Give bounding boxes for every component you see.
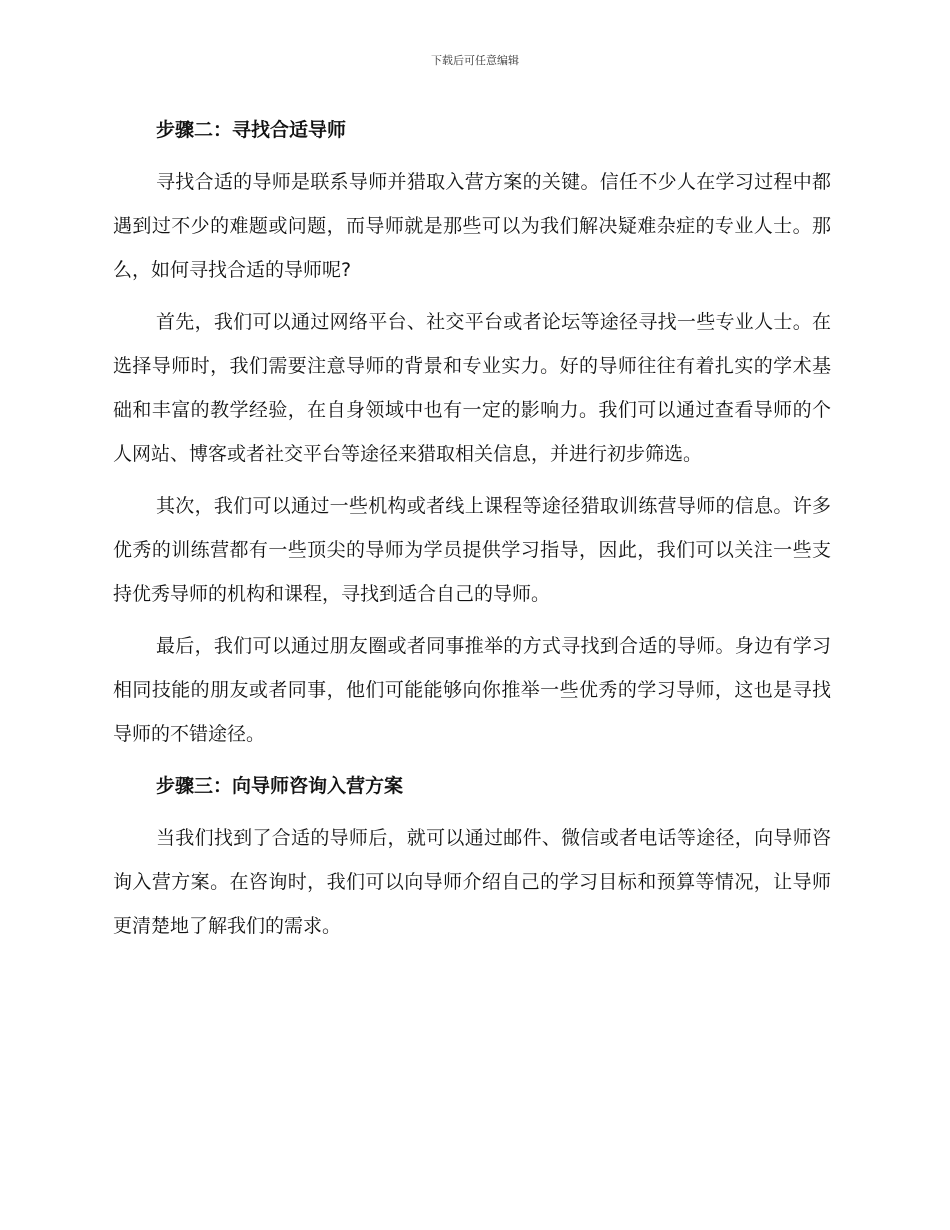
paragraph: 其次，我们可以通过一些机构或者线上课程等途径猎取训练营导师的信息。许多优秀的训练营都有一些顶尖的导师为学员提供学习指导，因此，我们可以关注一些支持优秀导师的机构和课程，寻找到适合自己的导师。 [113,495,831,605]
header-note: 下载后可任意编辑 [431,54,519,67]
paragraph: 寻找合适的导师是联系导师并猎取入营方案的关键。信任不少人在学习过程中都遇到过不少的难题或问题，而导师就是那些可以为我们解决疑难杂症的专业人士。那么，如何寻找合适的导师呢? [113,171,831,281]
paragraph: 首先，我们可以通过网络平台、社交平台或者论坛等途径寻找一些专业人士。在选择导师时，我们需要注意导师的背景和专业实力。好的导师往往有着扎实的学术基础和丰富的教学经验，在自身领域中也有一定的影响力。我们可以通过查看导师的个人网站、博客或者社交平台等途径来猎取相关信息，并进行初步筛选。 [113,311,831,465]
paragraph: 最后，我们可以通过朋友圈或者同事推举的方式寻找到合适的导师。身边有学习相同技能的朋友或者同事，他们可能能够向你推举一些优秀的学习导师，这也是寻找导师的不错途径。 [113,635,831,745]
section-heading-step2: 步骤二：寻找合适导师 [156,119,347,141]
section-heading-step3: 步骤三：向导师咨询入营方案 [156,775,404,797]
paragraph: 当我们找到了合适的导师后，就可以通过邮件、微信或者电话等途径，向导师咨询入营方案。在咨询时，我们可以向导师介绍自己的学习目标和预算等情况，让导师更清楚地了解我们的需求。 [113,827,831,937]
document-body [113,108,831,956]
